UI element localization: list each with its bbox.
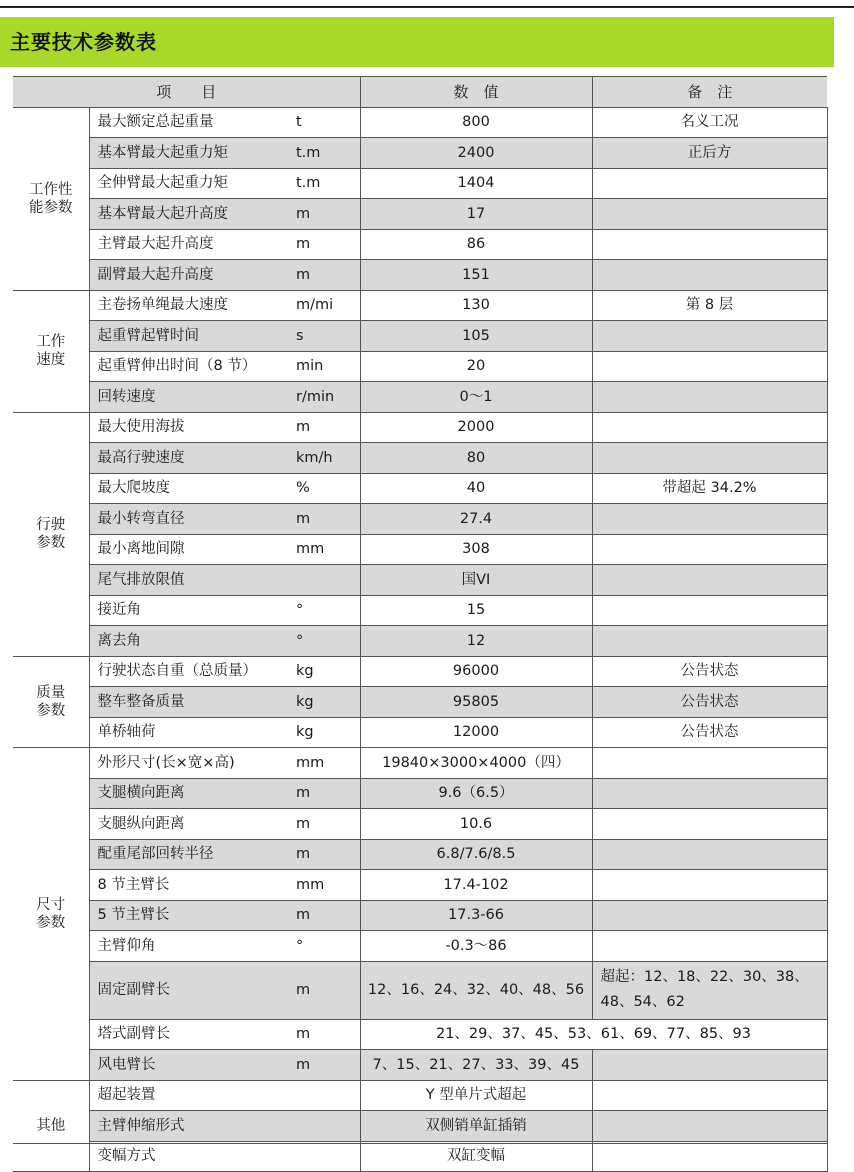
- param-value: Y 型单片式超起: [360, 1080, 592, 1111]
- param-note: [592, 412, 827, 443]
- group-label: 尺寸 参数: [13, 748, 89, 1081]
- param-value: 130: [360, 290, 592, 321]
- param-note: [592, 382, 827, 413]
- param-unit: °: [292, 931, 360, 962]
- param-unit: m: [292, 199, 360, 230]
- param-note: [592, 1080, 827, 1111]
- param-unit: m: [292, 778, 360, 809]
- table-row: [13, 199, 827, 230]
- param-unit: t.m: [292, 168, 360, 199]
- param-name: 固定副臂长: [89, 961, 292, 1019]
- param-name: 最大使用海拔: [89, 412, 292, 443]
- param-value: 双缸变幅: [360, 1141, 592, 1172]
- group-label: 工作 速度: [13, 290, 89, 412]
- param-unit: min: [292, 351, 360, 382]
- param-name: 主臂仰角: [89, 931, 292, 962]
- param-value: 96000: [360, 656, 592, 687]
- param-note: [592, 839, 827, 870]
- param-value: 20: [360, 351, 592, 382]
- param-value: 800: [360, 107, 592, 138]
- param-note: [592, 1050, 827, 1081]
- param-name: 回转速度: [89, 382, 292, 413]
- param-name: 起重臂起臂时间: [89, 321, 292, 352]
- param-note: [592, 748, 827, 779]
- param-unit: s: [292, 321, 360, 352]
- param-unit: mm: [292, 748, 360, 779]
- table-row: [13, 687, 827, 718]
- param-name: 单桥轴荷: [89, 717, 292, 748]
- param-unit: m: [292, 504, 360, 535]
- table-row: [13, 595, 827, 626]
- param-unit: t.m: [292, 138, 360, 169]
- param-note: 名义工况: [592, 107, 827, 138]
- param-value: 86: [360, 229, 592, 260]
- param-note: [592, 260, 827, 291]
- param-unit: [292, 1111, 360, 1142]
- param-note: [592, 351, 827, 382]
- param-value: 105: [360, 321, 592, 352]
- param-value: -0.3～86: [360, 931, 592, 962]
- param-name: 变幅方式: [89, 1141, 292, 1172]
- param-value: 95805: [360, 687, 592, 718]
- table-row: [13, 626, 827, 657]
- table-row: [13, 473, 827, 504]
- param-name: 配重尾部回转半径: [89, 839, 292, 870]
- param-note: 超起：12、18、22、30、38、48、54、62: [592, 961, 827, 1019]
- param-name: 基本臂最大起重力矩: [89, 138, 292, 169]
- param-name: 主卷扬单绳最大速度: [89, 290, 292, 321]
- param-note: [592, 809, 827, 840]
- param-note: 第 8 层: [592, 290, 827, 321]
- page-title: 主要技术参数表: [10, 30, 157, 54]
- param-value: 6.8/7.6/8.5: [360, 839, 592, 870]
- param-unit: [292, 1080, 360, 1111]
- param-note: [592, 870, 827, 901]
- header-note: 备 注: [592, 77, 827, 108]
- table-row: [13, 1050, 827, 1081]
- param-value: 17.4-102: [360, 870, 592, 901]
- param-note: [592, 931, 827, 962]
- group-label: 行驶 参数: [13, 412, 89, 656]
- param-note: [592, 199, 827, 230]
- param-name: 全伸臂最大起重力矩: [89, 168, 292, 199]
- param-unit: %: [292, 473, 360, 504]
- param-name: 最小离地间隙: [89, 534, 292, 565]
- table-row: [13, 778, 827, 809]
- table-row: [13, 961, 827, 1019]
- group-label: 质量 参数: [13, 656, 89, 748]
- param-note: 公告状态: [592, 687, 827, 718]
- param-name: 最大爬坡度: [89, 473, 292, 504]
- header-item: 项 目: [13, 77, 360, 108]
- param-value: 151: [360, 260, 592, 291]
- table-row: [13, 1019, 827, 1050]
- param-note: [592, 778, 827, 809]
- param-name: 主臂伸缩形式: [89, 1111, 292, 1142]
- param-value: 7、15、21、27、33、39、45: [360, 1050, 592, 1081]
- param-value: 27.4: [360, 504, 592, 535]
- table-row: [13, 839, 827, 870]
- param-note: 公告状态: [592, 717, 827, 748]
- param-name: 最高行驶速度: [89, 443, 292, 474]
- table-row: [13, 900, 827, 931]
- param-name: 离去角: [89, 626, 292, 657]
- end-rule: [13, 1143, 827, 1144]
- param-value: 12: [360, 626, 592, 657]
- param-name: 风电臂长: [89, 1050, 292, 1081]
- table-row: [13, 412, 827, 443]
- param-name: 尾气排放限值: [89, 565, 292, 596]
- param-note: [592, 229, 827, 260]
- table-row: [13, 809, 827, 840]
- param-name: 外形尺寸(长×宽×高): [89, 748, 292, 779]
- param-name: 整车整备质量: [89, 687, 292, 718]
- table-row: [13, 260, 827, 291]
- param-note: 公告状态: [592, 656, 827, 687]
- param-note: [592, 900, 827, 931]
- table-row: [13, 351, 827, 382]
- param-unit: kg: [292, 656, 360, 687]
- title-bar: [0, 17, 834, 67]
- param-name: 支腿纵向距离: [89, 809, 292, 840]
- param-unit: m: [292, 260, 360, 291]
- param-value: 19840×3000×4000（四）: [360, 748, 592, 779]
- table-row: [13, 1141, 827, 1172]
- param-unit: m: [292, 900, 360, 931]
- table-row: [13, 107, 827, 138]
- param-value: 国VI: [360, 565, 592, 596]
- param-unit: m: [292, 839, 360, 870]
- param-note: 正后方: [592, 138, 827, 169]
- top-rule: [0, 6, 854, 8]
- param-name: 副臂最大起升高度: [89, 260, 292, 291]
- param-note: [592, 626, 827, 657]
- param-note: [592, 565, 827, 596]
- param-unit: kg: [292, 687, 360, 718]
- table-header-row: [13, 77, 827, 108]
- param-unit: m: [292, 961, 360, 1019]
- table-row: [13, 931, 827, 962]
- param-unit: m: [292, 809, 360, 840]
- param-unit: km/h: [292, 443, 360, 474]
- param-unit: m: [292, 1019, 360, 1050]
- table-row: [13, 321, 827, 352]
- param-name: 5 节主臂长: [89, 900, 292, 931]
- param-unit: °: [292, 626, 360, 657]
- param-name: 接近角: [89, 595, 292, 626]
- param-value: 9.6（6.5）: [360, 778, 592, 809]
- param-value: 80: [360, 443, 592, 474]
- param-unit: kg: [292, 717, 360, 748]
- param-name: 超起装置: [89, 1080, 292, 1111]
- param-unit: [292, 1141, 360, 1172]
- param-name: 最小转弯直径: [89, 504, 292, 535]
- param-name: 行驶状态自重（总质量）: [89, 656, 292, 687]
- param-name: 8 节主臂长: [89, 870, 292, 901]
- table-row: [13, 717, 827, 748]
- param-note: [592, 321, 827, 352]
- param-value: 12000: [360, 717, 592, 748]
- table-body: [13, 107, 827, 1172]
- table-row: [13, 504, 827, 535]
- param-value: 2400: [360, 138, 592, 169]
- table-row: [13, 168, 827, 199]
- table-row: [13, 656, 827, 687]
- param-name: 最大额定总起重量: [89, 107, 292, 138]
- param-unit: m: [292, 229, 360, 260]
- param-unit: m/mi: [292, 290, 360, 321]
- table-row: [13, 565, 827, 596]
- param-value: 21、29、37、45、53、61、69、77、85、93: [360, 1019, 827, 1050]
- group-label: 其他: [13, 1080, 89, 1172]
- table-row: [13, 1080, 827, 1111]
- param-value: 15: [360, 595, 592, 626]
- table-row: [13, 443, 827, 474]
- param-value: 308: [360, 534, 592, 565]
- table-row: [13, 748, 827, 779]
- table-row: [13, 382, 827, 413]
- param-note: [592, 443, 827, 474]
- table-row: [13, 534, 827, 565]
- table-row: [13, 1111, 827, 1142]
- table-row: [13, 229, 827, 260]
- param-unit: °: [292, 595, 360, 626]
- param-name: 起重臂伸出时间（8 节）: [89, 351, 292, 382]
- param-unit: t: [292, 107, 360, 138]
- param-value: 40: [360, 473, 592, 504]
- param-note: [592, 534, 827, 565]
- param-value: 12、16、24、32、40、48、56: [360, 961, 592, 1019]
- param-unit: [292, 565, 360, 596]
- param-value: 双侧销单缸插销: [360, 1111, 592, 1142]
- header-value: 数 值: [360, 77, 592, 108]
- param-name: 主臂最大起升高度: [89, 229, 292, 260]
- param-note: [592, 168, 827, 199]
- param-unit: m: [292, 412, 360, 443]
- group-label: 工作性 能参数: [13, 107, 89, 290]
- param-value: 1404: [360, 168, 592, 199]
- param-value: 10.6: [360, 809, 592, 840]
- param-note: [592, 595, 827, 626]
- param-note: 带超起 34.2%: [592, 473, 827, 504]
- param-name: 基本臂最大起升高度: [89, 199, 292, 230]
- param-unit: mm: [292, 534, 360, 565]
- param-note: [592, 1111, 827, 1142]
- param-name: 支腿横向距离: [89, 778, 292, 809]
- param-value: 2000: [360, 412, 592, 443]
- param-name: 塔式副臂长: [89, 1019, 292, 1050]
- param-value: 17: [360, 199, 592, 230]
- param-value: 17.3-66: [360, 900, 592, 931]
- param-note: [592, 504, 827, 535]
- table-row: [13, 138, 827, 169]
- table-row: [13, 290, 827, 321]
- param-unit: m: [292, 1050, 360, 1081]
- param-value: 0～1: [360, 382, 592, 413]
- table-row: [13, 870, 827, 901]
- spec-table: [13, 76, 828, 1172]
- param-note: [592, 1141, 827, 1172]
- param-unit: mm: [292, 870, 360, 901]
- param-unit: r/min: [292, 382, 360, 413]
